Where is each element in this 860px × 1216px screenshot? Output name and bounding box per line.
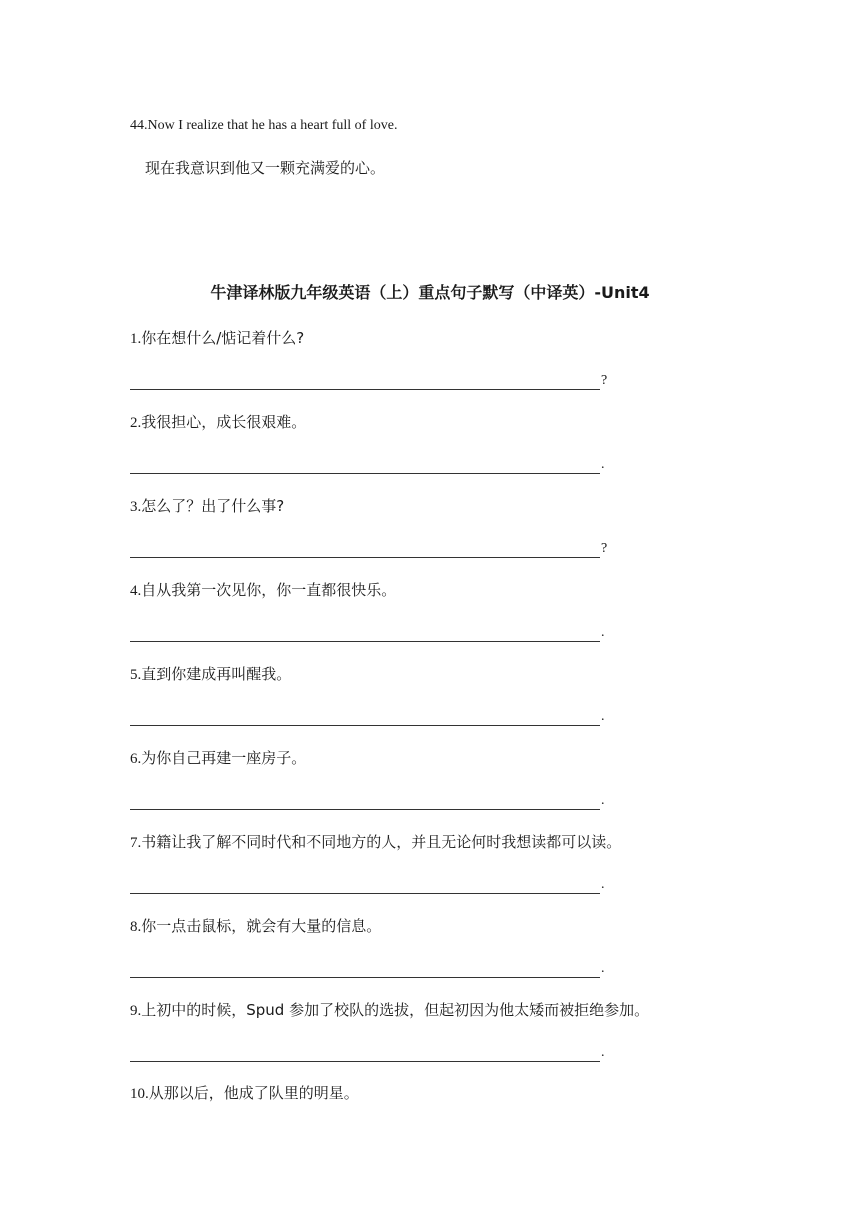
answer-underline	[130, 977, 600, 978]
question-text: 我很担心，成长很艰难。	[141, 413, 307, 431]
answer-underline	[130, 473, 600, 474]
answer-end-punctuation: .	[601, 709, 605, 724]
answer-end-punctuation: .	[601, 877, 605, 892]
answer-end-punctuation: ?	[601, 541, 608, 556]
question-number: 10.	[130, 1086, 149, 1102]
answer-end-punctuation: ?	[601, 373, 608, 388]
question-number: 8.	[130, 919, 142, 935]
exercise-question	[130, 748, 730, 769]
question-text: 你一点击鼠标，就会有大量的信息。	[141, 917, 382, 935]
answer-underline	[130, 725, 600, 726]
exercise-item	[130, 496, 730, 559]
question-number: 9.	[130, 1003, 142, 1019]
exercise-item	[130, 1083, 730, 1104]
question-text: 你在想什么/惦记着什么?	[141, 329, 305, 347]
answer-blank[interactable]	[130, 959, 610, 979]
exercise-item	[130, 580, 730, 643]
question-text: 自从我第一次见你，你一直都很快乐。	[141, 581, 397, 599]
question-text: 书籍让我了解不同时代和不同地方的人，并且无论何时我想读都可以读。	[141, 833, 622, 851]
answer-blank[interactable]	[130, 707, 610, 727]
answer-end-punctuation: .	[601, 625, 605, 640]
question-text: 上初中的时候，Spud 参加了校队的选拔，但起初因为他太矮而被拒绝参加。	[141, 1001, 650, 1019]
exercise-item	[130, 1000, 730, 1063]
answer-blank[interactable]	[130, 539, 610, 559]
answer-blank[interactable]	[130, 1043, 610, 1063]
previous-chinese-translation: 现在我意识到他又一颗充满爱的心。	[145, 159, 386, 177]
exercise-question	[130, 832, 730, 853]
answer-end-punctuation: .	[601, 961, 605, 976]
answer-end-punctuation: .	[601, 793, 605, 808]
exercise-question	[130, 1000, 730, 1021]
question-number: 5.	[130, 667, 142, 683]
exercise-question	[130, 1083, 730, 1104]
question-text: 从那以后，他成了队里的明星。	[148, 1084, 359, 1102]
answer-blank[interactable]	[130, 455, 610, 475]
exercise-item	[130, 916, 730, 979]
answer-blank[interactable]	[130, 875, 610, 895]
question-number: 1.	[130, 331, 142, 347]
answer-underline	[130, 1061, 600, 1062]
question-text: 为你自己再建一座房子。	[141, 749, 307, 767]
answer-underline	[130, 389, 600, 390]
answer-end-punctuation: .	[601, 1045, 605, 1060]
exercise-question	[130, 496, 730, 517]
exercise-item	[130, 748, 730, 811]
answer-blank[interactable]	[130, 371, 610, 391]
answer-underline	[130, 641, 600, 642]
question-text: 怎么了？出了什么事?	[141, 497, 285, 515]
answer-blank[interactable]	[130, 623, 610, 643]
section-title: 牛津译林版九年级英语（上）重点句子默写（中译英）-Unit4	[210, 283, 650, 302]
answer-end-punctuation: .	[601, 457, 605, 472]
exercise-question	[130, 328, 730, 349]
exercise-item	[130, 832, 730, 895]
exercise-question	[130, 916, 730, 937]
question-text: 直到你建成再叫醒我。	[141, 665, 292, 683]
question-number: 7.	[130, 835, 142, 851]
exercise-question	[130, 412, 730, 433]
question-number: 3.	[130, 499, 142, 515]
answer-underline	[130, 557, 600, 558]
exercise-item	[130, 664, 730, 727]
previous-english-sentence: 44.Now I realize that he has a heart full of love.	[130, 118, 398, 133]
question-number: 2.	[130, 415, 142, 431]
exercise-question	[130, 580, 730, 601]
answer-underline	[130, 893, 600, 894]
question-number: 6.	[130, 751, 142, 767]
answer-underline	[130, 809, 600, 810]
question-number: 4.	[130, 583, 142, 599]
exercise-question	[130, 664, 730, 685]
exercise-item	[130, 328, 730, 391]
exercise-item	[130, 412, 730, 475]
answer-blank[interactable]	[130, 791, 610, 811]
